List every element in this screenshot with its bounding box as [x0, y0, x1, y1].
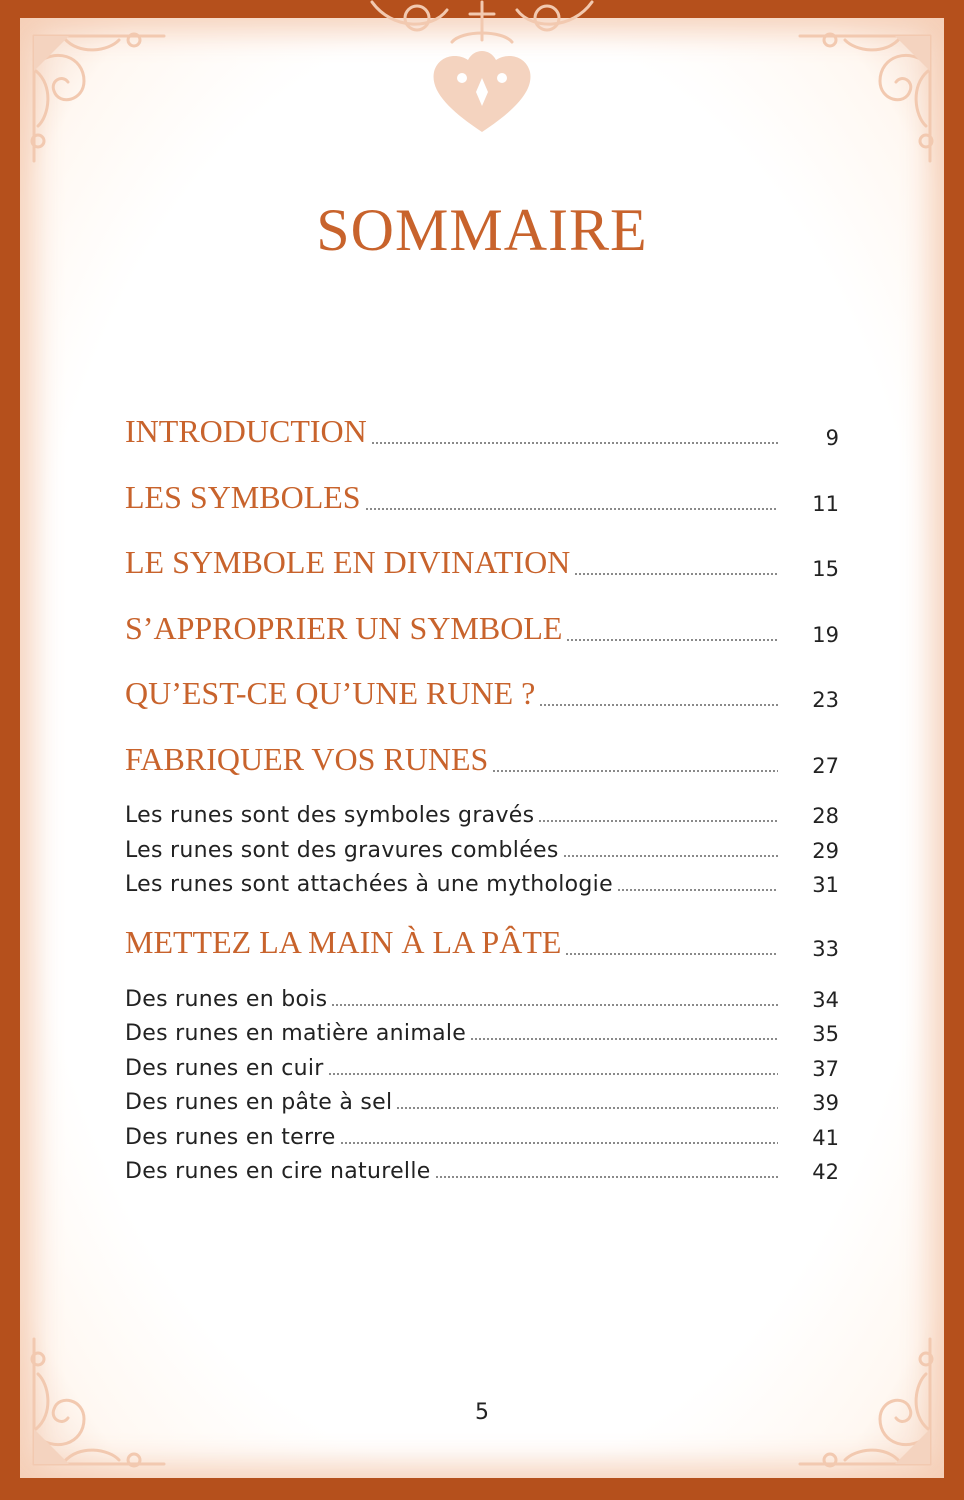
toc-chapter-entry [125, 541, 839, 581]
toc-chapter-entry [125, 410, 839, 450]
toc-entry-label: S’APPROPRIER UN SYMBOLE [125, 610, 563, 646]
toc-page-number: 35 [812, 1022, 839, 1046]
toc-chapter-entry [125, 738, 839, 778]
toc-page-number: 31 [812, 873, 839, 897]
toc-leader-dots [371, 442, 778, 444]
toc-leader-dots [538, 820, 778, 822]
toc-entry-label: Des runes en pâte à sel [125, 1090, 393, 1115]
toc-leader-dots [565, 953, 778, 955]
toc-page-number: 28 [812, 804, 839, 828]
toc-leader-dots [470, 1038, 778, 1040]
toc-entry-label: Des runes en cuir [125, 1056, 324, 1081]
toc-entry-label: LE SYMBOLE EN DIVINATION [125, 544, 571, 580]
toc-page-number: 27 [812, 754, 839, 778]
toc-page-number: 19 [812, 623, 839, 647]
toc-page-number: 34 [812, 988, 839, 1012]
toc-page-number: 29 [812, 839, 839, 863]
toc-leader-dots [396, 1107, 778, 1109]
toc-page-number: 42 [812, 1160, 839, 1184]
top-center-ornament-icon [352, 0, 612, 140]
toc-entry-label: Les runes sont des gravures comblées [125, 838, 559, 863]
toc-leader-dots [566, 639, 778, 641]
toc-chapter-entry [125, 672, 839, 712]
toc-section-entry [125, 1075, 839, 1115]
toc-entry-label: Des runes en cire naturelle [125, 1159, 431, 1184]
toc-page-number: 15 [812, 557, 839, 581]
toc-chapter-entry [125, 476, 839, 516]
toc-page-number: 11 [812, 492, 839, 516]
toc-page-number: 39 [812, 1091, 839, 1115]
page-title: SOMMAIRE [316, 197, 648, 263]
toc-section-entry [125, 1144, 839, 1184]
toc-section-entry [125, 788, 839, 828]
toc-page-number: 9 [825, 426, 839, 450]
toc-chapter-entry [125, 921, 839, 961]
toc-leader-dots [435, 1176, 778, 1178]
toc-entry-label: Les runes sont des symboles gravés [125, 803, 535, 828]
toc-entry-label: FABRIQUER VOS RUNES [125, 741, 489, 777]
toc-entry-label: Des runes en bois [125, 987, 328, 1012]
toc-entry-label: Des runes en matière animale [125, 1021, 467, 1046]
toc-section-entry [125, 857, 839, 897]
corner-ornament-top-left-icon [24, 26, 174, 166]
toc-entry-label: Des runes en terre [125, 1125, 336, 1150]
toc-leader-dots [574, 573, 778, 575]
toc-leader-dots [492, 770, 778, 772]
toc-leader-dots [539, 704, 778, 706]
toc-leader-dots [365, 508, 778, 510]
toc-page-number: 41 [812, 1126, 839, 1150]
toc-page-number: 33 [812, 937, 839, 961]
toc-entry-label: METTEZ LA MAIN À LA PÂTE [125, 924, 562, 960]
page-number: 5 [475, 1400, 489, 1425]
corner-ornament-top-right-icon [790, 26, 940, 166]
toc-entry-label: QU’EST-CE QU’UNE RUNE ? [125, 675, 536, 711]
toc-entry-label: LES SYMBOLES [125, 479, 361, 515]
toc-entry-label: INTRODUCTION [125, 413, 367, 449]
toc-chapter-entry [125, 607, 839, 647]
toc-entry-label: Les runes sont attachées à une mythologie [125, 872, 613, 897]
toc-section-entry [125, 1006, 839, 1046]
toc-page-number: 23 [812, 688, 839, 712]
toc-leader-dots [617, 889, 778, 891]
toc-page-number: 37 [812, 1057, 839, 1081]
